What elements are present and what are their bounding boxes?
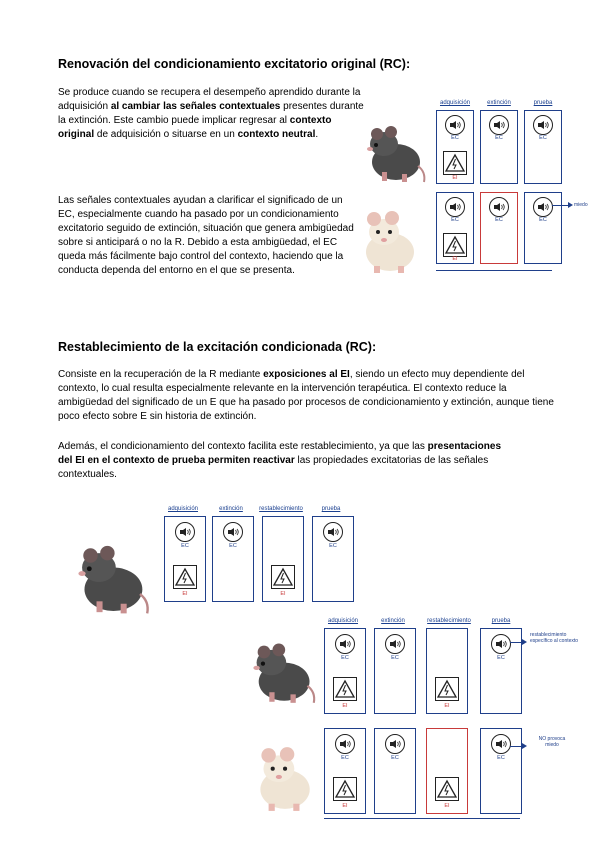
box-r1-acquisition bbox=[436, 110, 474, 184]
text-run-bold: presentaciones del EI en el contexto de prueba permiten reactivar bbox=[58, 441, 502, 466]
ec-label: EC bbox=[229, 543, 237, 549]
ei-label: EI bbox=[444, 803, 450, 809]
ei-label: EI bbox=[342, 803, 348, 809]
ei-label: EI bbox=[452, 256, 458, 262]
section2-title: Restablecimiento de la excitación condicionada (RC): bbox=[58, 340, 377, 354]
section1-title: Renovación del condicionamiento excitatorio original (RC): bbox=[58, 57, 411, 71]
header-reinstatement: restablecimiento bbox=[259, 506, 303, 512]
speaker-icon bbox=[491, 734, 511, 754]
text-run: Se produce cuando se recupera el desempeño aprendido durante la adquisición bbox=[58, 87, 361, 112]
arrow-icon bbox=[552, 205, 570, 206]
speaker-icon bbox=[533, 197, 553, 217]
white-rat-image bbox=[248, 742, 318, 814]
warning-icon bbox=[271, 565, 295, 589]
speaker-icon bbox=[385, 634, 405, 654]
section1-paragraph-1 bbox=[58, 86, 368, 142]
ei-label: EI bbox=[280, 591, 286, 597]
warning-icon bbox=[443, 151, 467, 175]
speaker-icon bbox=[223, 522, 243, 542]
ec-label: EC bbox=[497, 655, 505, 661]
dark-rat-image bbox=[246, 634, 318, 706]
speaker-icon bbox=[533, 115, 553, 135]
ec-label: EC bbox=[391, 755, 399, 761]
box-r1-test bbox=[524, 110, 562, 184]
section2-paragraph-1 bbox=[58, 368, 558, 424]
text-run: . bbox=[315, 129, 319, 140]
warning-icon bbox=[333, 777, 357, 801]
box-extinction bbox=[212, 516, 254, 602]
text-run: Consiste en la recuperación de la R mediante bbox=[58, 369, 264, 380]
ec-label: EC bbox=[341, 655, 349, 661]
speaker-icon bbox=[335, 734, 355, 754]
text-run: las propiedades excitatorias de las señales contextuales. bbox=[58, 455, 489, 480]
text-run-bold: contexto neutral bbox=[237, 129, 316, 140]
header-test: prueba bbox=[533, 100, 553, 106]
header-test: prueba bbox=[491, 618, 511, 624]
box-r2-test bbox=[524, 192, 562, 264]
ec-label: EC bbox=[495, 135, 503, 141]
ei-label: EI bbox=[182, 591, 188, 597]
speaker-icon bbox=[491, 634, 511, 654]
section2-paragraph-2 bbox=[58, 440, 518, 482]
section1-paragraph-2: Las señales contextuales ayudan a clarificar el significado de un EC, especialmente cuando ha pasado por un condicionamiento excitatorio seguido de extinción, situación que genera ambigüedad sobre si anticipará o no la R. Debido a esta ambigüedad, el EC queda más fácilmente bajo control del contexto, haciendo que la conducta dependa del entorno en el que se presenta. bbox=[58, 195, 354, 276]
header-extinction: extinción bbox=[487, 100, 511, 106]
text-run: , siendo un efecto muy dependiente del contexto, lo cual resulta especialmente relevante en la intervención terapéutica. El contexto reduce la ambigüedad del significado de un E que ha pasado por procesos de condicionamiento y extinción, aunque tiene poco efecto sobre E sin historia de extinción. bbox=[58, 369, 554, 422]
box-r2-acquisition bbox=[324, 728, 366, 814]
speaker-icon bbox=[445, 115, 465, 135]
box-r1-test bbox=[480, 628, 522, 714]
reinstatement-diagram-basic bbox=[160, 506, 360, 610]
header-acquisition: adquisición bbox=[327, 618, 359, 624]
text-run-bold: contexto original bbox=[58, 115, 332, 140]
side-label-no-fear: NO provoca miedo bbox=[538, 736, 566, 748]
speaker-icon bbox=[323, 522, 343, 542]
ec-label: EC bbox=[495, 217, 503, 223]
side-label-fear: miedo bbox=[574, 202, 588, 208]
ei-label: EI bbox=[444, 703, 450, 709]
timeline-axis bbox=[436, 270, 552, 271]
ec-label: EC bbox=[451, 135, 459, 141]
speaker-icon bbox=[175, 522, 195, 542]
speaker-icon bbox=[335, 634, 355, 654]
header-test: prueba bbox=[321, 506, 341, 512]
warning-icon bbox=[435, 777, 459, 801]
header-acquisition: adquisición bbox=[167, 506, 199, 512]
header-extinction: extinción bbox=[219, 506, 243, 512]
box-r2-test bbox=[480, 728, 522, 814]
warning-icon bbox=[173, 565, 197, 589]
dark-rat-image bbox=[360, 118, 428, 184]
text-run: de adquisición o situarse en un bbox=[94, 129, 238, 140]
box-test bbox=[312, 516, 354, 602]
box-r1-acquisition bbox=[324, 628, 366, 714]
box-r2-extinction bbox=[480, 192, 518, 264]
ec-label: EC bbox=[181, 543, 189, 549]
text-run-bold: exposiciones al EI bbox=[263, 369, 350, 380]
header-extinction: extinción bbox=[381, 618, 405, 624]
ei-label: EI bbox=[452, 175, 458, 181]
timeline-axis bbox=[324, 818, 520, 819]
warning-icon bbox=[443, 233, 467, 257]
ec-label: EC bbox=[341, 755, 349, 761]
speaker-icon bbox=[489, 197, 509, 217]
box-r1-extinction bbox=[374, 628, 416, 714]
ec-label: EC bbox=[329, 543, 337, 549]
warning-icon bbox=[333, 677, 357, 701]
box-r2-reinstatement bbox=[426, 728, 468, 814]
text-run: presentes durante la extinción. Este cambio puede implicar regresar al bbox=[58, 101, 364, 126]
text-run-bold: al cambiar las señales contextuales bbox=[110, 101, 281, 112]
white-rat-image bbox=[354, 206, 422, 276]
speaker-icon bbox=[385, 734, 405, 754]
ec-label: EC bbox=[539, 135, 547, 141]
ec-label: EC bbox=[391, 655, 399, 661]
box-r1-reinstatement bbox=[426, 628, 468, 714]
text-run: Además, el condicionamiento del contexto facilita este restablecimiento, ya que las bbox=[58, 441, 428, 452]
box-r1-extinction bbox=[480, 110, 518, 184]
speaker-icon bbox=[445, 197, 465, 217]
ei-label: EI bbox=[342, 703, 348, 709]
warning-icon bbox=[435, 677, 459, 701]
reinstatement-diagram-context bbox=[320, 618, 590, 824]
ec-label: EC bbox=[539, 217, 547, 223]
ec-label: EC bbox=[497, 755, 505, 761]
dark-rat-image bbox=[70, 536, 152, 616]
ec-label: EC bbox=[451, 217, 459, 223]
side-label-context-specific: restablecimiento específico al contexto bbox=[530, 632, 579, 644]
arrow-icon bbox=[510, 642, 524, 643]
arrow-icon bbox=[510, 746, 524, 747]
box-r2-extinction bbox=[374, 728, 416, 814]
box-r2-acquisition bbox=[436, 192, 474, 264]
renewal-diagram bbox=[432, 100, 592, 280]
speaker-icon bbox=[489, 115, 509, 135]
box-reinstatement bbox=[262, 516, 304, 602]
header-reinstatement: restablecimiento bbox=[427, 618, 471, 624]
box-acquisition bbox=[164, 516, 206, 602]
header-acquisition: adquisición bbox=[439, 100, 471, 106]
